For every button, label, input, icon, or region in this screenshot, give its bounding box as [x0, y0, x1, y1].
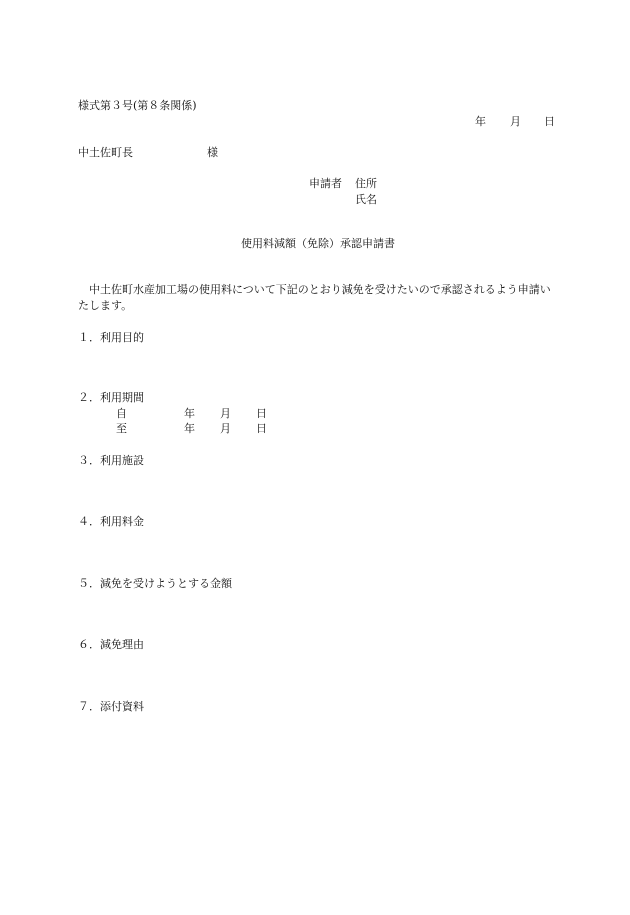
application-body-text: 中土佐町水産加工場の使用料について下記のとおり減免を受けたいので承認されるよう申請いたします。: [78, 283, 551, 312]
addressee-name: 中土佐町長: [78, 146, 133, 159]
applicant-name-label: 氏名: [355, 193, 377, 206]
document-title-text: 使用料減額（免除）承認申請書: [241, 237, 395, 250]
item-fee: ４．利用料金: [78, 515, 144, 528]
period-to-label: 至: [116, 422, 127, 435]
form-number: 様式第３号(第８条関係): [78, 99, 197, 112]
item-reduction-amount: ５．減免を受けようとする金額: [78, 577, 232, 590]
item-facility: ３．利用施設: [78, 454, 144, 467]
period-to-day: 日: [256, 422, 267, 435]
item-reason: ６．減免理由: [78, 638, 144, 651]
document-title: [0, 237, 630, 252]
item-attachments: ７．添付資料: [78, 700, 144, 713]
applicant-label: 申請者: [309, 177, 342, 190]
period-from-label: 自: [116, 407, 127, 420]
period-to-year: 年: [184, 422, 195, 435]
item-period: ２．利用期間: [78, 391, 144, 404]
period-to-month: 月: [220, 422, 231, 435]
period-from-day: 日: [256, 407, 267, 420]
addressee-suffix: 様: [207, 146, 218, 159]
applicant-address-label: 住所: [355, 177, 377, 190]
period-from-year: 年: [184, 407, 195, 420]
period-from-row: [0, 407, 630, 423]
period-from-month: 月: [220, 407, 231, 420]
date-month-label: 月: [510, 115, 521, 128]
date-year-label: 年: [475, 115, 486, 128]
period-to-row: [0, 422, 630, 438]
date-day-label: 日: [544, 115, 555, 128]
item-purpose: １．利用目的: [78, 331, 144, 344]
